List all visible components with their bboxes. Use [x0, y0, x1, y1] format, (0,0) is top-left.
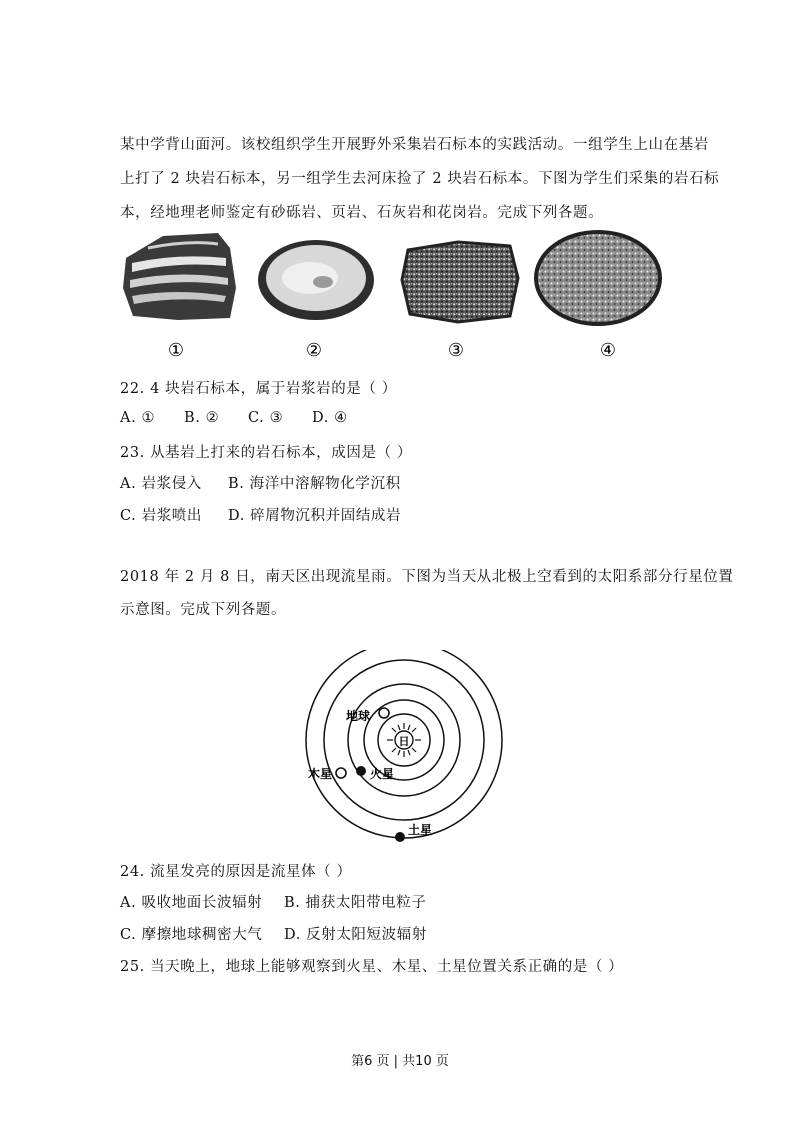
- mars-label: 火星: [370, 767, 395, 781]
- q24-option-d[interactable]: D. 反射太阳短波辐射: [284, 927, 427, 943]
- q22-option-b[interactable]: B. ②: [184, 410, 220, 426]
- q24-option-c[interactable]: C. 摩擦地球稠密大气: [120, 927, 263, 943]
- rock-specimens-figure: [118, 228, 678, 368]
- jupiter-marker: [336, 768, 346, 778]
- solar-system-diagram: [300, 650, 510, 850]
- q24-option-b[interactable]: B. 捕获太阳带电粒子: [284, 895, 427, 911]
- q22-option-c[interactable]: C. ③: [248, 410, 284, 426]
- passage1-line-3: 本，经地理老师鉴定有砂砾岩、页岩、石灰岩和花岗岩。完成下列各题。: [120, 205, 604, 221]
- q24-option-a[interactable]: A. 吸收地面长波辐射: [120, 895, 263, 911]
- q23-option-b[interactable]: B. 海洋中溶解物化学沉积: [228, 476, 401, 492]
- q23-option-a[interactable]: A. 岩浆侵入: [120, 476, 202, 492]
- rock-label-3: ③: [447, 340, 465, 361]
- page-footer: 第6 页 | 共10 页: [351, 1054, 449, 1069]
- q22-stem: 22. 4 块岩石标本，属于岩浆岩的是（ ）: [120, 381, 397, 397]
- saturn-marker: [395, 832, 405, 842]
- rock-2-limestone: [258, 240, 374, 320]
- sun-label: 日: [398, 735, 410, 748]
- rock-1-shale: [123, 233, 236, 320]
- rock-label-1: ①: [167, 340, 185, 361]
- earth-marker: [379, 708, 389, 718]
- rock-3-conglomerate: [402, 242, 518, 322]
- mars-marker: [356, 766, 366, 776]
- saturn-label: 土星: [408, 823, 433, 837]
- q25-stem: 25. 当天晚上，地球上能够观察到火星、木星、土星位置关系正确的是（ ）: [120, 959, 624, 975]
- q22-option-d[interactable]: D. ④: [312, 410, 348, 426]
- earth-label: 地球: [346, 709, 371, 723]
- rock-label-2: ②: [305, 340, 323, 361]
- rock-label-4: ④: [599, 340, 617, 361]
- rock-4-granite: [536, 232, 660, 324]
- q23-option-d[interactable]: D. 碎屑物沉积并固结成岩: [228, 508, 402, 524]
- passage2-line-1: 2018 年 2 月 8 日，南天区出现流星雨。下图为当天从北极上空看到的太阳系部分行星位置: [120, 569, 734, 585]
- passage1-line-1: 某中学背山面河。该校组织学生开展野外采集岩石标本的实践活动。一组学生上山在基岩: [120, 137, 709, 153]
- q23-option-c[interactable]: C. 岩浆喷出: [120, 508, 202, 524]
- q22-option-a[interactable]: A. ①: [120, 410, 156, 426]
- q24-stem: 24. 流星发亮的原因是流星体（ ）: [120, 864, 352, 880]
- q23-stem: 23. 从基岩上打来的岩石标本，成因是（ ）: [120, 445, 412, 461]
- passage2-line-2: 示意图。完成下列各题。: [120, 602, 287, 618]
- jupiter-label: 木星: [308, 767, 333, 781]
- passage1-line-2: 上打了 2 块岩石标本，另一组学生去河床捡了 2 块岩石标本。下图为学生们采集的岩石标: [120, 171, 720, 187]
